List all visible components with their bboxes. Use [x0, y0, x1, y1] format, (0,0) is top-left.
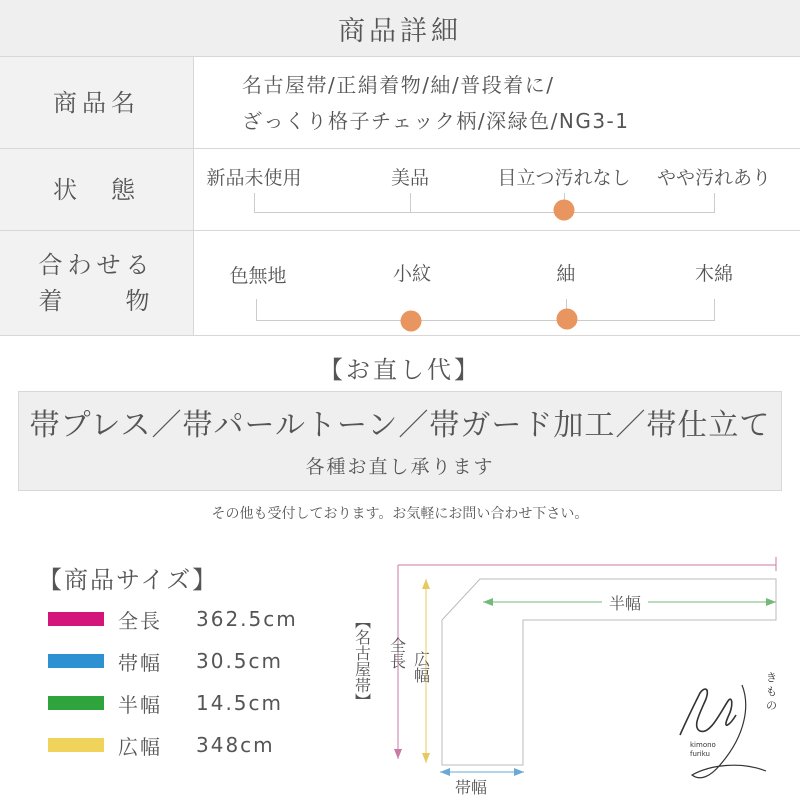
condition-row — [0, 148, 800, 230]
product-name-value — [242, 67, 630, 139]
scale-tick — [254, 193, 255, 213]
size-value: 14.5cm — [196, 691, 284, 715]
size-row-full-length — [48, 604, 298, 634]
logo-text: kimono — [690, 741, 716, 749]
scale-tick — [714, 299, 715, 321]
repair-box — [18, 391, 782, 491]
size-name: 全長 — [118, 608, 162, 633]
obi-type-vertical-label: 【名古屋帯】 — [352, 613, 372, 709]
kimono-scale-line — [256, 320, 714, 321]
page-title: 商品詳細 — [0, 0, 800, 56]
arrow-head — [422, 579, 430, 589]
obi-width-label: 帯幅 — [454, 778, 488, 797]
size-row-wide-width — [48, 730, 275, 760]
arrow-head — [440, 768, 450, 776]
condition-label: 状 態 — [0, 149, 194, 230]
color-swatch — [48, 654, 104, 668]
kimono-option: 紬 — [556, 263, 576, 285]
half-width-label: 半幅 — [608, 594, 642, 613]
repair-subtitle: 各種お直し承ります — [305, 456, 495, 478]
kimono-option: 小紋 — [392, 263, 432, 285]
matching-label-line-2: 着 物 — [38, 287, 155, 315]
logo-kana: の — [766, 699, 777, 712]
logo-script — [680, 689, 736, 735]
wide-width-label: 広幅 — [411, 651, 431, 683]
scale-tick — [256, 299, 257, 321]
condition-selected-marker — [554, 200, 575, 221]
arrow-head — [514, 768, 524, 776]
kimono-selected-marker — [557, 309, 578, 330]
scale-tick — [714, 193, 715, 213]
contact-note: その他も受付しております。お気軽にお問い合わせ下さい。 — [211, 506, 589, 522]
size-value: 362.5cm — [196, 607, 298, 631]
product-name-line-2: ざっくり格子チェック柄/深緑色/NG3-1 — [242, 109, 630, 133]
condition-option: 美品 — [390, 167, 430, 189]
condition-option: 新品未使用 — [206, 167, 302, 189]
product-name-label: 商品名 — [0, 57, 194, 148]
brand-logo-icon — [670, 665, 790, 790]
scale-tick — [410, 193, 411, 213]
condition-option: 目立つ汚れなし — [497, 167, 631, 189]
repair-services: 帯プレス／帯パールトーン／帯ガード加工／帯仕立て — [29, 408, 771, 443]
size-row-obi-width — [48, 646, 283, 676]
matching-kimono-row — [0, 230, 800, 336]
logo-text: furiku — [690, 750, 710, 758]
condition-option: やや汚れあり — [656, 167, 772, 189]
size-name: 広幅 — [118, 734, 162, 759]
matching-label-line-1: 合わせる — [38, 251, 155, 279]
kimono-option: 木綿 — [694, 263, 734, 285]
color-swatch — [48, 612, 104, 626]
condition-scale-line — [254, 212, 714, 213]
color-swatch — [48, 738, 104, 752]
matching-kimono-label — [0, 231, 194, 335]
product-name-line-1: 名古屋帯/正絹着物/紬/普段着に/ — [242, 73, 555, 97]
size-value: 30.5cm — [196, 649, 284, 673]
logo-kana: も — [766, 685, 777, 698]
size-name: 半幅 — [118, 692, 162, 717]
kimono-selected-marker — [401, 311, 422, 332]
size-section-title: 【商品サイズ】 — [38, 566, 219, 594]
arrow-head — [483, 598, 493, 606]
full-length-label: 全長 — [387, 637, 407, 669]
product-name-row — [0, 56, 800, 148]
size-name: 帯幅 — [118, 650, 162, 675]
kimono-option: 色無地 — [229, 265, 287, 287]
arrow-head — [422, 753, 430, 763]
color-swatch — [48, 696, 104, 710]
size-row-half-width — [48, 688, 283, 718]
size-value: 348cm — [196, 733, 275, 757]
logo-kana: き — [766, 671, 777, 684]
repair-title: 【お直し代】 — [319, 356, 481, 384]
arrow-head — [766, 598, 776, 606]
arrow-head — [394, 749, 402, 759]
